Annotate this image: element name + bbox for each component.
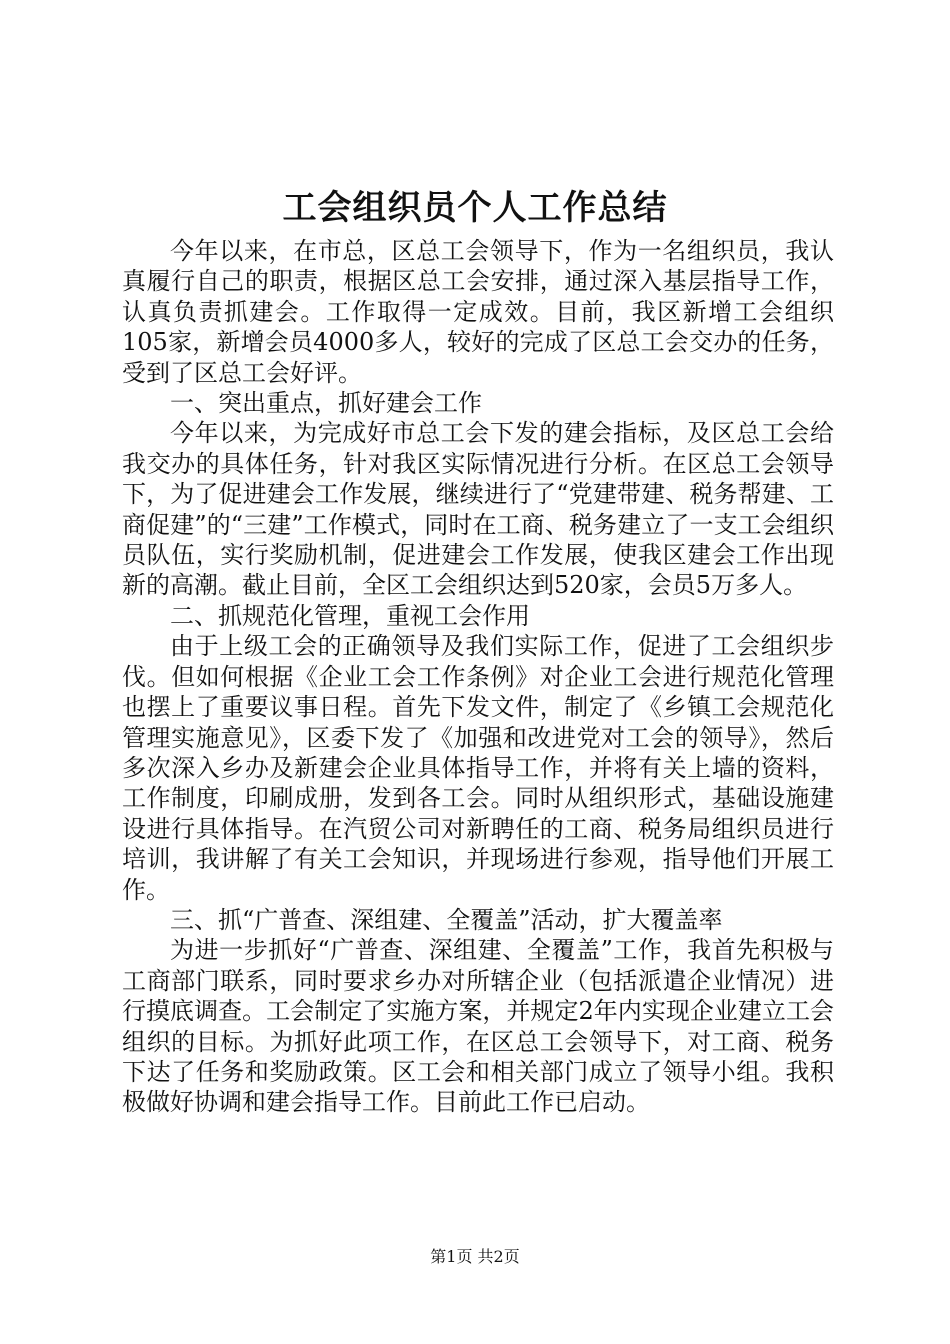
section-paragraph-2: 由于上级工会的正确领导及我们实际工作，促进了工会组织步伐。但如何根据《企业工会工作条例》对企业工会进行规范化管理也摆上了重要议事日程。首先下发文件，制定了《乡镇工会规范化管理实施意见》，区委下发了《加强和改进党对工会的领导》，然后多次深入乡办及新建会企业具体指导工作，并将有关上墙的资料，工作制度，印刷成册，发到各工会。同时从组织形式，基础设施建设进行具体指导。在汽贸公司对新聘任的工商、税务局组织员进行培训，我讲解了有关工会知识，并现场进行参观，指导他们开展工作。 xyxy=(122,632,834,904)
section-paragraph-3: 为进一步抓好“广普查、深组建、全覆盖”工作，我首先积极与工商部门联系，同时要求乡办对所辖企业（包括派遣企业情况）进行摸底调查。工会制定了实施方案，并规定2年内实现企业建立工会组织的目标。为抓好此项工作，在区总工会领导下，对工商、税务下达了任务和奖励政策。区工会和相关部门成立了领导小组。我积极做好协调和建会指导工作。目前此工作已启动。 xyxy=(122,936,834,1117)
document-title: 工会组织员个人工作总结 xyxy=(282,188,668,228)
section-heading-1: 一、突出重点，抓好建会工作 xyxy=(170,389,482,418)
intro-paragraph: 今年以来，在市总，区总工会领导下，作为一名组织员，我认真履行自己的职责，根据区总工会安排，通过深入基层指导工作，认真负责抓建会。工作取得一定成效。目前，我区新增工会组织105家，新增会员4000多人，较好的完成了区总工会交办的任务，受到了区总工会好评。 xyxy=(122,237,834,387)
document-body xyxy=(122,236,834,1118)
section-heading-3: 三、抓“广普查、深组建、全覆盖”活动，扩大覆盖率 xyxy=(170,905,723,934)
section-paragraph-1: 今年以来，为完成好市总工会下发的建会指标，及区总工会给我交办的具体任务，针对我区实际情况进行分析。在区总工会领导下，为了促进建会工作发展，继续进行了“党建带建、税务帮建、工商促建”的“三建”工作模式，同时在工商、税务建立了一支工会组织员队伍，实行奖励机制，促进建会工作发展，使我区建会工作出现新的高潮。截止目前，全区工会组织达到520家，会员5万多人。 xyxy=(122,419,834,600)
section-heading-2: 二、抓规范化管理，重视工会作用 xyxy=(170,601,530,630)
page-footer: 第1页 共2页 xyxy=(430,1247,520,1266)
